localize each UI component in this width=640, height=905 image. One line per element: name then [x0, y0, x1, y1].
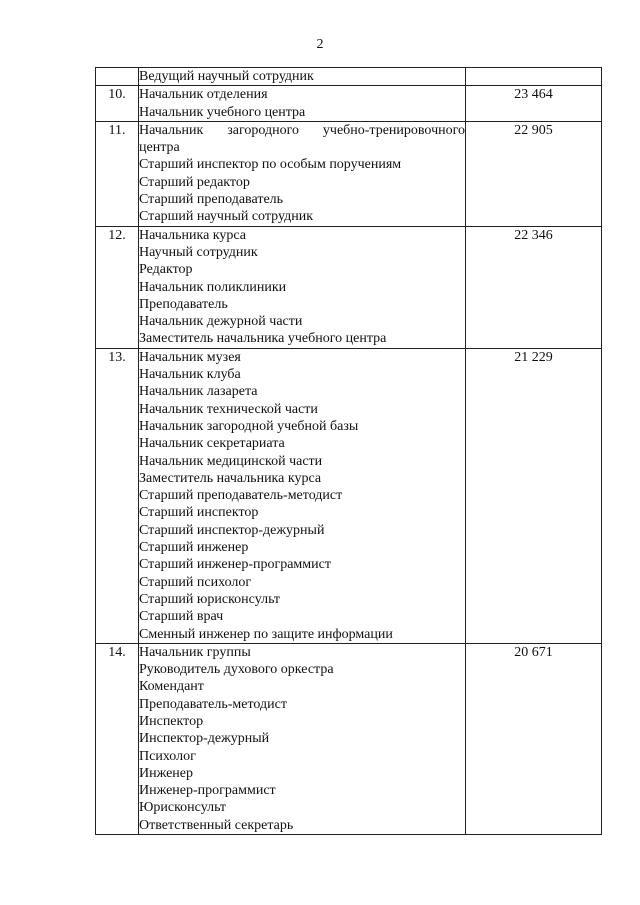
row-number: 13. — [96, 348, 139, 643]
position-title: Научный сотрудник — [139, 244, 258, 260]
position-title: Старший редактор — [139, 174, 250, 190]
position-title: Заместитель начальника учебного центра — [139, 331, 387, 347]
row-number: 14. — [96, 643, 139, 834]
position-title: Старший юрисконсульт — [139, 591, 281, 607]
position-title: Старший преподаватель — [139, 192, 284, 208]
position-title: Ведущий научный сотрудник — [139, 69, 314, 84]
position-title: Начальник группы — [139, 644, 251, 660]
table-row — [96, 226, 602, 348]
position-title: Старший инженер-программист — [139, 557, 331, 573]
position-title: Начальник учебного центра — [139, 104, 306, 120]
position-title: Старший инженер — [139, 540, 249, 556]
position-title: Ответственный секретарь — [139, 817, 294, 833]
positions-cell — [139, 643, 466, 834]
position-title: Начальник отделения — [139, 87, 268, 103]
position-title: Начальник загородного учебно-тренировочного — [139, 122, 465, 138]
position-title: Старший психолог — [139, 574, 252, 590]
salary-value: 22 346 — [466, 226, 602, 348]
position-title: Начальник музея — [139, 349, 241, 365]
position-title: Начальника курса — [139, 227, 247, 243]
position-title: Старший научный сотрудник — [139, 209, 314, 225]
position-title: Инспектор-дежурный — [139, 731, 270, 747]
row-number: 10. — [96, 86, 139, 122]
position-title: Старший инспектор-дежурный — [139, 522, 325, 538]
position-title: Начальник поликлиники — [139, 279, 287, 295]
position-title: Старший инспектор по особым поручениям — [139, 157, 402, 173]
salary-value: 22 905 — [466, 121, 602, 226]
positions-cell — [139, 226, 466, 348]
positions-cell — [139, 121, 466, 226]
salary-value: 20 671 — [466, 643, 602, 834]
position-title: Начальник секретариата — [139, 436, 285, 452]
salary-table — [95, 67, 602, 835]
position-title: Инженер — [139, 765, 194, 781]
salary-value — [466, 68, 602, 86]
table-body — [96, 68, 602, 835]
position-title: Начальник дежурной части — [139, 314, 303, 330]
position-title: Редактор — [139, 262, 193, 278]
position-title: Заместитель начальника курса — [139, 470, 322, 486]
positions-cell — [139, 348, 466, 643]
position-title: Начальник загородной учебной базы — [139, 418, 359, 434]
salary-value: 23 464 — [466, 86, 602, 122]
position-title: Инженер-программист — [139, 783, 276, 799]
salary-value: 21 229 — [466, 348, 602, 643]
position-title: Юрисконсульт — [139, 800, 227, 816]
position-title: Старший врач — [139, 609, 224, 625]
position-title: Старший преподаватель-методист — [139, 488, 343, 504]
position-title: Сменный инженер по защите информации — [139, 626, 393, 642]
position-title: Руководитель духового оркестра — [139, 662, 334, 678]
table-row — [96, 86, 602, 122]
position-title: Преподаватель — [139, 296, 228, 312]
table-row — [96, 121, 602, 226]
position-title: Начальник технической части — [139, 401, 318, 417]
table-row — [96, 68, 602, 86]
position-title: Инспектор — [139, 713, 204, 729]
position-title: Начальник клуба — [139, 367, 241, 383]
position-title: Комендант — [139, 679, 204, 695]
positions-cell — [139, 86, 466, 122]
row-number: 12. — [96, 226, 139, 348]
position-title: центра — [139, 140, 180, 156]
table-row — [96, 643, 602, 834]
position-title: Преподаватель-методист — [139, 696, 287, 712]
position-title: Начальник лазарета — [139, 384, 258, 400]
position-title: Старший инспектор — [139, 505, 259, 521]
table-row — [96, 348, 602, 643]
row-number: 11. — [96, 121, 139, 226]
row-number — [96, 68, 139, 86]
page-number: 2 — [316, 37, 324, 52]
position-title: Психолог — [139, 748, 196, 764]
positions-cell — [139, 68, 466, 86]
position-title: Начальник медицинской части — [139, 453, 323, 469]
